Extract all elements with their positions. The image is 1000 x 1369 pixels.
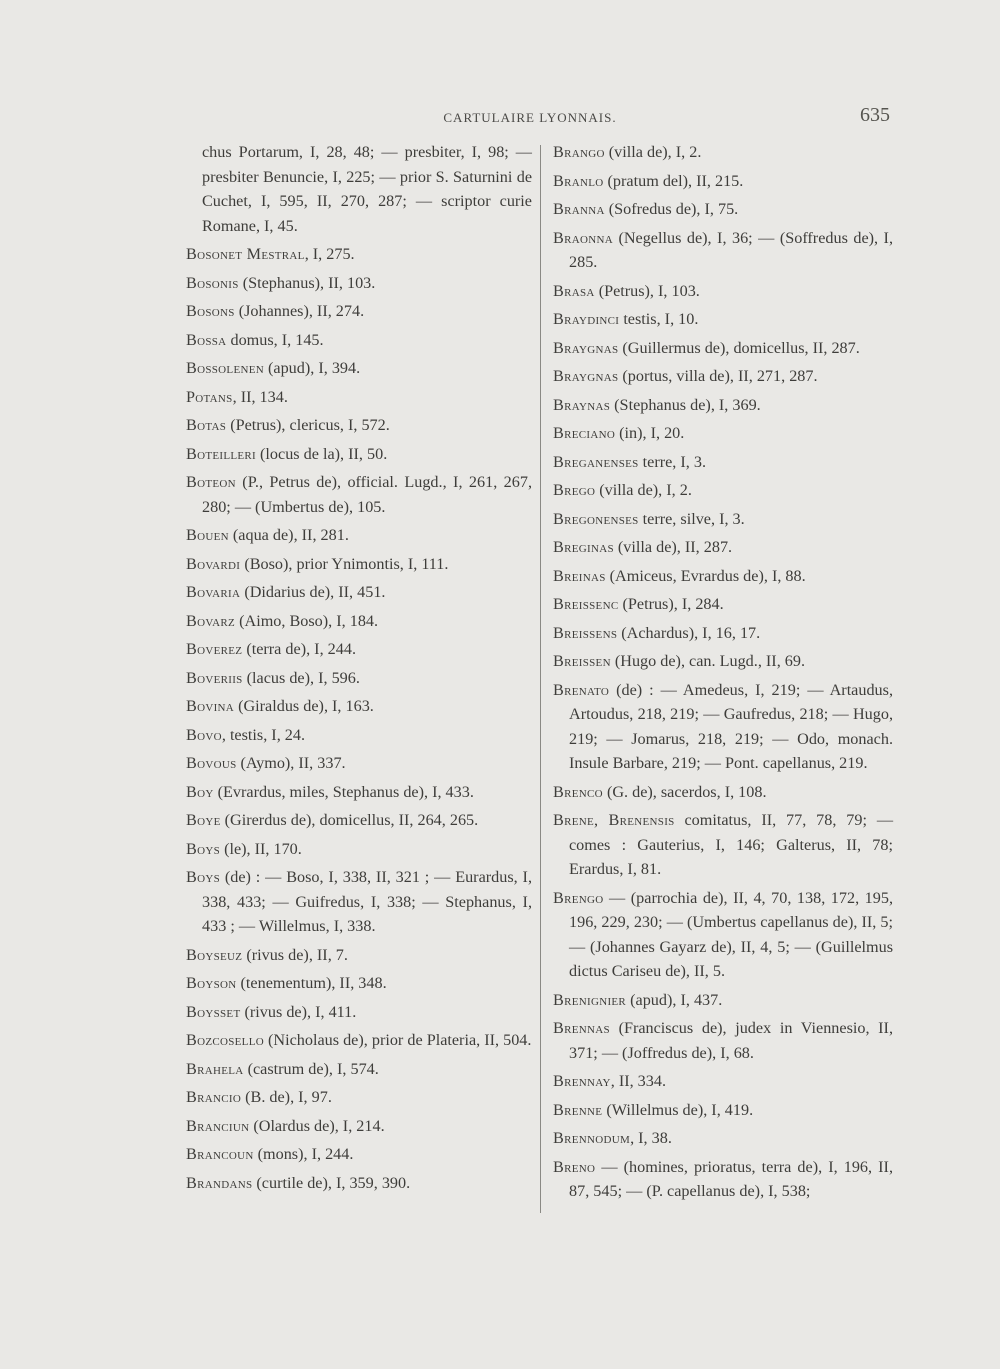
entry-text: (Petrus), I, 284. [618, 595, 724, 613]
entry-text: (villa de), II, 287. [613, 538, 733, 556]
entry-headword: Boteon [186, 473, 236, 491]
entry-text: (Stephanus de), I, 369. [610, 395, 761, 414]
index-entry [553, 478, 893, 503]
entry-headword: Braygnas [553, 367, 619, 385]
left-column [186, 140, 532, 1199]
entry-text: (pratum del), II, 215. [603, 171, 744, 190]
entry-text: — (parrochia de), II, 4, 70, 138, 172, 195, 196, 229, 230; — (Umbertus capellanus de), II, 5; — (Johannes Gayarz de), II, 4, 5; — (Guillelmus dictus Cariseu de), II, 5. [569, 888, 893, 980]
index-entry [553, 988, 893, 1013]
entry-text: (de) : — Boso, I, 338, II, 321 ; — Eurardus, I, 338, 433; — Guifredus, I, 338; — Stephanus, I, 433 ; — Willelmus, I, 338. [202, 868, 532, 935]
index-entry [553, 279, 893, 304]
index-entry [553, 621, 893, 646]
entry-text: (Sofredus de), I, 75. [604, 200, 739, 218]
entry-headword: Boys [186, 839, 221, 858]
entry-text: (rivus de), II, 7. [242, 945, 348, 964]
entry-headword: Brandans [186, 1173, 253, 1192]
index-entry [553, 226, 893, 275]
entry-text: — (homines, prioratus, terra de), I, 196, II, 87, 545; — (P. capellanus de), I, 538; [569, 1157, 893, 1200]
index-entry [553, 1016, 893, 1065]
index-entry [553, 592, 893, 617]
entry-headword: Breginas [553, 538, 614, 556]
entry-headword: Brennay [553, 1072, 611, 1090]
entry-text: (Franciscus de), judex in Viennesio, II, 371; — (Joffredus de), I, 68. [569, 1019, 893, 1062]
index-entry [553, 1155, 893, 1204]
entry-text: , II, 334. [610, 1072, 667, 1090]
entry-headword: Brennodum [553, 1129, 631, 1147]
index-entry [186, 1142, 532, 1167]
index-entry [186, 1114, 532, 1139]
index-entry [186, 666, 532, 691]
entry-text: (Girerdus de), domicellus, II, 264, 265. [220, 811, 479, 829]
entry-headword: Bovaria [186, 583, 241, 601]
entry-headword: Brahela [186, 1059, 244, 1078]
index-entry [553, 886, 893, 984]
entry-text: (Nicholaus de), prior de Plateria, II, 504. [263, 1031, 532, 1049]
entry-text: terre, silve, I, 3. [638, 509, 745, 528]
entry-text: (Evrardus, miles, Stephanus de), I, 433. [213, 782, 474, 801]
entry-text: (de) : — Amedeus, I, 219; — Artaudus, Artoudus, 218, 219; — Gaufredus, 218; — Hugo, 219; — Jomarus, 218, 219; — Odo, monach. Insule Barbare, 219; — Pont. capellanus, 219. [569, 680, 893, 772]
entry-headword: Bovardi [186, 554, 241, 573]
index-entry [553, 507, 893, 532]
index-entry [186, 1028, 532, 1053]
entry-text: (Willelmus de), I, 419. [602, 1100, 754, 1119]
index-entry [186, 328, 532, 353]
index-entry [553, 564, 893, 589]
entry-text: (Johannes), II, 274. [234, 302, 365, 320]
index-entry [186, 837, 532, 862]
entry-text: (tenementum), II, 348. [236, 974, 387, 992]
entry-headword: Breno [553, 1157, 596, 1176]
entry-text: (in), I, 20. [615, 424, 685, 442]
entry-text: (Olardus de), I, 214. [249, 1116, 385, 1135]
entry-text: domus, I, 145. [226, 330, 324, 349]
index-entry [186, 470, 532, 519]
entry-headword: Brango [553, 143, 605, 161]
entry-text: (Boso), prior Ynimontis, I, 111. [240, 554, 449, 573]
index-entry [553, 364, 893, 389]
entry-text: testis, I, 10. [619, 310, 699, 328]
entry-headword: Breissenc [553, 595, 619, 613]
entry-headword: Brenignier [553, 990, 627, 1009]
entry-text: terre, I, 3. [638, 452, 707, 471]
entry-headword: Breganenses [553, 452, 639, 471]
entry-text: (Petrus), I, 103. [594, 281, 700, 300]
entry-headword: Botas [186, 416, 227, 434]
entry-headword: Boyseuz [186, 945, 243, 964]
index-entry [553, 450, 893, 475]
entry-text: (aqua de), II, 281. [228, 526, 349, 544]
entry-text: chus Portarum, I, 28, 48; — presbiter, I, 98; — presbiter Benuncie, I, 225; — prior S. Saturnini de Cuchet, I, 595, II, 270, 287; — scriptor curie Romane, I, 45. [202, 143, 532, 235]
entry-text: (Amiceus, Evrardus de), I, 88. [605, 566, 806, 585]
entry-text: (Petrus), clericus, I, 572. [226, 416, 390, 434]
right-column [553, 140, 893, 1208]
index-entry [186, 140, 532, 238]
entry-text: (Didarius de), II, 451. [240, 583, 386, 601]
entry-headword: Braynas [553, 395, 611, 414]
entry-text: (curtile de), I, 359, 390. [252, 1173, 411, 1192]
entry-text: (Hugo de), can. Lugd., II, 69. [610, 652, 806, 670]
entry-headword: Bovarz [186, 611, 236, 630]
index-entry [553, 649, 893, 674]
running-title: CARTULAIRE LYONNAIS. [443, 110, 617, 125]
entry-headword: Braonna [553, 228, 613, 247]
entry-headword: Bosonet Mestral [186, 245, 305, 263]
index-entry [186, 413, 532, 438]
index-entry [186, 1171, 532, 1196]
entry-headword: Boye [186, 811, 221, 829]
entry-text: (Negellus de), I, 36; — (Soffredus de), I, 285. [569, 228, 893, 271]
entry-text: , I, 38. [630, 1129, 672, 1147]
index-entry [186, 751, 532, 776]
entry-headword: Brennas [553, 1019, 610, 1037]
index-entry [186, 299, 532, 324]
index-entry [186, 609, 532, 634]
entry-headword: Breinas [553, 566, 606, 585]
index-entry [186, 1057, 532, 1082]
entry-text: (Aimo, Boso), I, 184. [235, 611, 379, 630]
entry-headword: Braygnas [553, 338, 619, 357]
entry-headword: Brenco [553, 782, 603, 801]
entry-headword: Bovo [186, 725, 222, 744]
entry-headword: Brenato [553, 680, 610, 699]
entry-text: (Aymo), II, 337. [236, 754, 346, 772]
entry-headword: Bossa [186, 330, 227, 349]
index-entry [186, 271, 532, 296]
entry-text: (Stephanus), II, 103. [238, 273, 376, 292]
entry-headword: Brengo [553, 888, 604, 907]
entry-headword: Brasa [553, 281, 595, 300]
entry-text: (Guillermus de), domicellus, II, 287. [618, 338, 860, 357]
index-entry [553, 140, 893, 165]
entry-text: , I, 275. [304, 245, 355, 263]
entry-text: (apud), I, 394. [263, 359, 361, 377]
entry-text: (P., Petrus de), official. Lugd., I, 261, 267, 280; — (Umbertus de), 105. [202, 473, 532, 516]
entry-text: (rivus de), I, 411. [240, 1002, 357, 1021]
entry-headword: Bovina [186, 697, 235, 715]
entry-headword: Bouen [186, 526, 229, 544]
entry-text: (G. de), sacerdos, I, 108. [602, 782, 767, 801]
entry-text: , II, 134. [232, 387, 288, 406]
index-entry [186, 943, 532, 968]
entry-text: (locus de la), II, 50. [256, 444, 388, 463]
entry-headword: Boverez [186, 640, 243, 658]
index-entry [186, 242, 532, 267]
entry-headword: Boy [186, 782, 214, 801]
entry-headword: Bosonis [186, 273, 239, 292]
index-entry [553, 1069, 893, 1094]
entry-text: (terra de), I, 244. [242, 640, 356, 658]
index-entry [186, 808, 532, 833]
index-entry [186, 385, 532, 410]
index-entry [553, 393, 893, 418]
entry-text: (portus, villa de), II, 271, 287. [618, 367, 818, 385]
index-entry [186, 971, 532, 996]
entry-text: (apud), I, 437. [626, 990, 723, 1009]
entry-text: (lacus de), I, 596. [242, 668, 360, 687]
entry-headword: Brenne [553, 1100, 603, 1119]
entry-headword: Boyson [186, 974, 237, 992]
entry-text: (villa de), I, 2. [595, 481, 692, 499]
page-number: 635 [860, 104, 890, 126]
index-entry [186, 552, 532, 577]
index-entry [186, 694, 532, 719]
entry-headword: Potans [186, 387, 233, 406]
entry-text: (mons), I, 244. [253, 1145, 354, 1163]
entry-headword: Boysset [186, 1002, 241, 1021]
entry-text: (le), II, 170. [220, 839, 302, 858]
index-entry [553, 421, 893, 446]
entry-headword: Bossolenen [186, 359, 264, 377]
index-entry [186, 637, 532, 662]
index-entry [186, 723, 532, 748]
index-entry [553, 169, 893, 194]
entry-headword: Brancoun [186, 1145, 254, 1163]
index-entry [186, 780, 532, 805]
entry-headword: Bosons [186, 302, 235, 320]
entry-headword: Brancio [186, 1088, 242, 1106]
index-entry [186, 1085, 532, 1110]
entry-text: (B. de), I, 97. [241, 1088, 332, 1106]
entry-headword: Boys [186, 868, 221, 886]
index-entry [186, 865, 532, 939]
index-entry [553, 535, 893, 560]
entry-text: comitatus, II, 77, 78, 79; — comes : Gauterius, I, 146; Galterus, II, 78; Erardus, I, 81. [569, 811, 894, 878]
index-entry [186, 356, 532, 381]
entry-headword: Brene, Brenensis [553, 811, 675, 829]
entry-text: (castrum de), I, 574. [243, 1059, 379, 1078]
entry-text: (Giraldus de), I, 163. [234, 697, 374, 715]
index-entry [553, 1126, 893, 1151]
entry-headword: Breissen [553, 652, 611, 670]
entry-headword: Breissens [553, 623, 618, 642]
entry-text: (villa de), I, 2. [604, 143, 702, 161]
entry-headword: Branna [553, 200, 605, 218]
entry-headword: Branciun [186, 1116, 250, 1135]
index-entry [186, 1000, 532, 1025]
entry-headword: Breciano [553, 424, 616, 442]
index-entry [553, 780, 893, 805]
entry-headword: Brego [553, 481, 596, 499]
index-entry [186, 442, 532, 467]
entry-headword: Braydinci [553, 310, 620, 328]
entry-headword: Bovous [186, 754, 237, 772]
entry-text: , testis, I, 24. [221, 725, 306, 744]
index-entry [186, 523, 532, 548]
index-entry [186, 580, 532, 605]
index-entry [553, 808, 893, 882]
entry-headword: Boveriis [186, 668, 243, 687]
index-entry [553, 307, 893, 332]
index-entry [553, 678, 893, 776]
index-entry [553, 336, 893, 361]
entry-headword: Bregonenses [553, 509, 639, 528]
entry-headword: Bozcosello [186, 1031, 264, 1049]
index-entry [553, 197, 893, 222]
entry-headword: Branlo [553, 171, 604, 190]
entry-headword: Boteilleri [186, 444, 256, 463]
entry-text: (Achardus), I, 16, 17. [617, 623, 761, 642]
column-divider [540, 145, 541, 1213]
index-entry [553, 1098, 893, 1123]
